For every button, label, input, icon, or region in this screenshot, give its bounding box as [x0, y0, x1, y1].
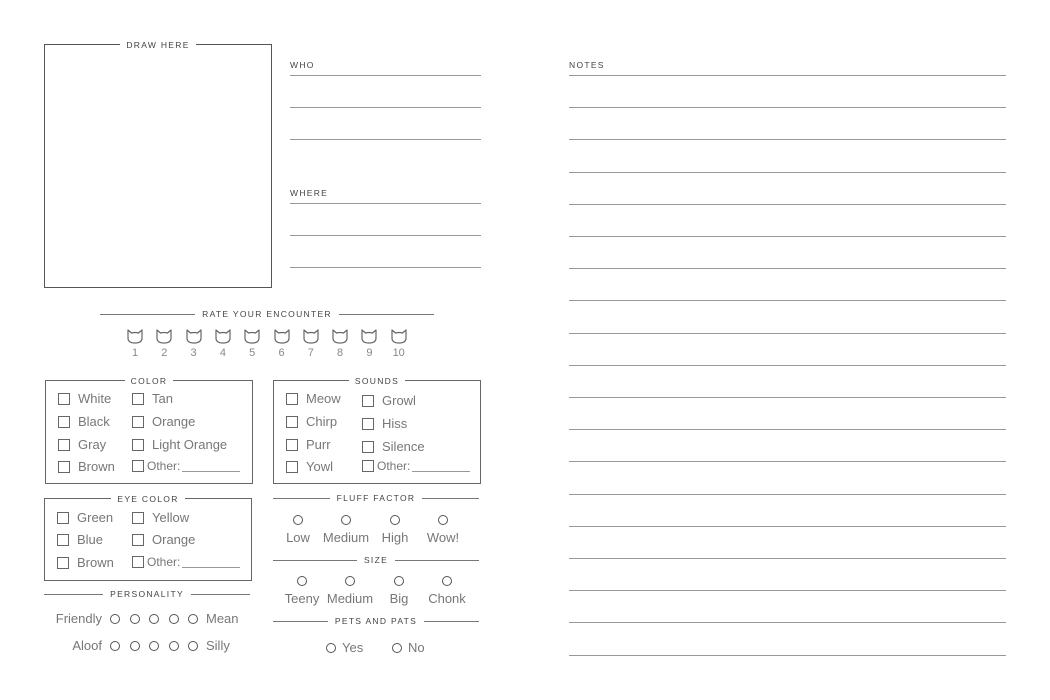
checkbox[interactable]: [362, 418, 374, 430]
color-option-tan[interactable]: Tan: [132, 391, 173, 406]
checkbox[interactable]: [58, 416, 70, 428]
personality-aloof-label: Aloof: [72, 638, 102, 653]
checkbox[interactable]: [57, 557, 69, 569]
notes-line[interactable]: [569, 526, 1006, 527]
color-option-light-orange[interactable]: Light Orange: [132, 437, 227, 452]
radio-circle[interactable]: [390, 515, 400, 525]
checkbox[interactable]: [57, 534, 69, 546]
rate-header: RATE YOUR ENCOUNTER: [100, 309, 434, 319]
color-option-brown[interactable]: Brown: [58, 459, 115, 474]
eye-option-orange[interactable]: Orange: [132, 532, 195, 547]
radio-circle[interactable]: [392, 643, 402, 653]
rating-option[interactable]: [185, 328, 203, 359]
who-line[interactable]: [290, 75, 481, 76]
checkbox[interactable]: [58, 461, 70, 473]
notes-line[interactable]: [569, 268, 1006, 269]
size-option-chonk[interactable]: Chonk: [417, 576, 477, 606]
radio-circle[interactable]: [442, 576, 452, 586]
rating-number: 4: [219, 347, 226, 359]
sound-option-yowl[interactable]: Yowl: [286, 459, 333, 474]
radio-circle[interactable]: [149, 614, 159, 624]
radio-circle[interactable]: [293, 515, 303, 525]
radio-circle[interactable]: [341, 515, 351, 525]
eye-option-blue[interactable]: Blue: [57, 532, 103, 547]
notes-line[interactable]: [569, 622, 1006, 623]
color-title: COLOR: [46, 374, 252, 387]
size-option-big[interactable]: Big: [369, 576, 429, 606]
radio-circle[interactable]: [110, 641, 120, 651]
sounds-title: SOUNDS: [274, 374, 480, 387]
where-line[interactable]: [290, 203, 481, 204]
radio-circle[interactable]: [169, 641, 179, 651]
radio-circle[interactable]: [130, 641, 140, 651]
rating-number: 3: [190, 347, 197, 359]
color-option-white[interactable]: White: [58, 391, 111, 406]
notes-line[interactable]: [569, 139, 1006, 140]
radio-circle[interactable]: [188, 614, 198, 624]
notes-line[interactable]: [569, 590, 1006, 591]
rating-number: 5: [249, 347, 256, 359]
cat-head-icon[interactable]: [273, 328, 291, 344]
drawing-area[interactable]: [44, 40, 272, 288]
pets-header: PETS AND PATS: [273, 616, 479, 626]
size-option-teeny[interactable]: Teeny: [272, 576, 332, 606]
notes-line[interactable]: [569, 107, 1006, 108]
personality-header: PERSONALITY: [44, 589, 250, 599]
cat-head-icon[interactable]: [214, 328, 232, 344]
checkbox[interactable]: [132, 439, 144, 451]
personality-scale-friendly-mean[interactable]: Mean: [110, 611, 239, 626]
who-label: WHO: [290, 60, 315, 70]
other-write-in-line[interactable]: [412, 461, 470, 472]
cat-head-icon[interactable]: [243, 328, 261, 344]
radio-circle[interactable]: [438, 515, 448, 525]
other-write-in-line[interactable]: [182, 557, 240, 568]
radio-circle[interactable]: [130, 614, 140, 624]
checkbox[interactable]: [362, 395, 374, 407]
rating-number: 8: [337, 347, 344, 359]
cat-head-icon[interactable]: [390, 328, 408, 344]
rating-number: 2: [161, 347, 168, 359]
rating-option[interactable]: [243, 328, 261, 359]
pets-option-no[interactable]: No: [392, 640, 425, 655]
color-option-gray[interactable]: Gray: [58, 437, 106, 452]
sound-option-hiss[interactable]: Hiss: [362, 416, 407, 431]
cat-head-icon[interactable]: [126, 328, 144, 344]
checkbox[interactable]: [58, 439, 70, 451]
size-header: SIZE: [273, 555, 479, 565]
checkbox[interactable]: [362, 460, 374, 472]
checkbox[interactable]: [286, 439, 298, 451]
radio-circle[interactable]: [169, 614, 179, 624]
color-option-orange[interactable]: Orange: [132, 414, 195, 429]
radio-circle[interactable]: [110, 614, 120, 624]
color-option-other[interactable]: Other:: [132, 459, 240, 473]
eye-option-brown[interactable]: Brown: [57, 555, 114, 570]
checkbox[interactable]: [132, 393, 144, 405]
where-label: WHERE: [290, 188, 329, 198]
rating-number: 6: [278, 347, 285, 359]
sound-option-purr[interactable]: Purr: [286, 437, 331, 452]
checkbox[interactable]: [132, 460, 144, 472]
checkbox[interactable]: [132, 534, 144, 546]
eye-option-yellow[interactable]: Yellow: [132, 510, 189, 525]
rating-option[interactable]: [155, 328, 173, 359]
rating-option[interactable]: [331, 328, 349, 359]
notes-line[interactable]: [569, 300, 1006, 301]
checkbox[interactable]: [286, 393, 298, 405]
fluff-option-medium[interactable]: Medium: [316, 515, 376, 545]
rating-number: 1: [131, 347, 139, 359]
who-line[interactable]: [290, 107, 481, 108]
notes-line[interactable]: [569, 365, 1006, 366]
rating-option[interactable]: [273, 328, 291, 359]
where-line[interactable]: [290, 267, 481, 268]
rating-option[interactable]: [390, 328, 408, 359]
where-line[interactable]: [290, 235, 481, 236]
size-option-medium[interactable]: Medium: [320, 576, 380, 606]
cat-head-icon[interactable]: [360, 328, 378, 344]
notes-line[interactable]: [569, 429, 1006, 430]
checkbox[interactable]: [58, 393, 70, 405]
checkbox[interactable]: [286, 461, 298, 473]
personality-scale-aloof-silly[interactable]: Silly: [110, 638, 230, 653]
notes-line[interactable]: [569, 204, 1006, 205]
notes-line[interactable]: [569, 494, 1006, 495]
cat-head-icon[interactable]: [331, 328, 349, 344]
rating-option[interactable]: [360, 328, 378, 359]
notes-line[interactable]: [569, 461, 1006, 462]
notes-line[interactable]: [569, 397, 1006, 398]
notes-line[interactable]: [569, 333, 1006, 334]
notes-line[interactable]: [569, 558, 1006, 559]
rating-number: 10: [392, 347, 405, 359]
notes-line[interactable]: [569, 75, 1006, 76]
drawing-area-title: DRAW HERE: [45, 38, 271, 51]
rating-number: 9: [366, 347, 373, 359]
radio-circle[interactable]: [394, 576, 404, 586]
checkbox[interactable]: [132, 416, 144, 428]
checkbox[interactable]: [132, 512, 144, 524]
cat-head-icon[interactable]: [185, 328, 203, 344]
sound-option-growl[interactable]: Growl: [362, 393, 416, 408]
radio-circle[interactable]: [297, 576, 307, 586]
cat-head-icon[interactable]: [302, 328, 320, 344]
fluff-option-low[interactable]: Low: [268, 515, 328, 545]
radio-circle[interactable]: [149, 641, 159, 651]
notes-line[interactable]: [569, 655, 1006, 656]
notes-line[interactable]: [569, 172, 1006, 173]
notes-label: NOTES: [569, 60, 605, 70]
rating-option[interactable]: [302, 328, 320, 359]
other-write-in-line[interactable]: [182, 461, 240, 472]
fluff-header: FLUFF FACTOR: [273, 493, 479, 503]
rating-number: 7: [307, 347, 314, 359]
radio-circle[interactable]: [345, 576, 355, 586]
personality-friendly-label: Friendly: [55, 611, 102, 626]
notes-line[interactable]: [569, 236, 1006, 237]
fluff-option-high[interactable]: High: [365, 515, 425, 545]
fluff-option-wow[interactable]: Wow!: [413, 515, 473, 545]
sound-option-meow[interactable]: Meow: [286, 391, 341, 406]
rating-option[interactable]: [214, 328, 232, 359]
sound-option-silence[interactable]: Silence: [362, 439, 425, 454]
sound-option-other[interactable]: Other:: [362, 459, 470, 473]
rating-option[interactable]: [126, 328, 144, 359]
sound-option-chirp[interactable]: Chirp: [286, 414, 337, 429]
checkbox[interactable]: [286, 416, 298, 428]
eye-option-other[interactable]: Other:: [132, 555, 240, 569]
checkbox[interactable]: [132, 556, 144, 568]
cat-head-icon[interactable]: [155, 328, 173, 344]
who-line[interactable]: [290, 139, 481, 140]
eye-color-title: EYE COLOR: [45, 492, 251, 505]
pets-option-yes[interactable]: Yes: [326, 640, 363, 655]
radio-circle[interactable]: [188, 641, 198, 651]
eye-option-green[interactable]: Green: [57, 510, 113, 525]
color-option-black[interactable]: Black: [58, 414, 110, 429]
checkbox[interactable]: [57, 512, 69, 524]
checkbox[interactable]: [362, 441, 374, 453]
radio-circle[interactable]: [326, 643, 336, 653]
